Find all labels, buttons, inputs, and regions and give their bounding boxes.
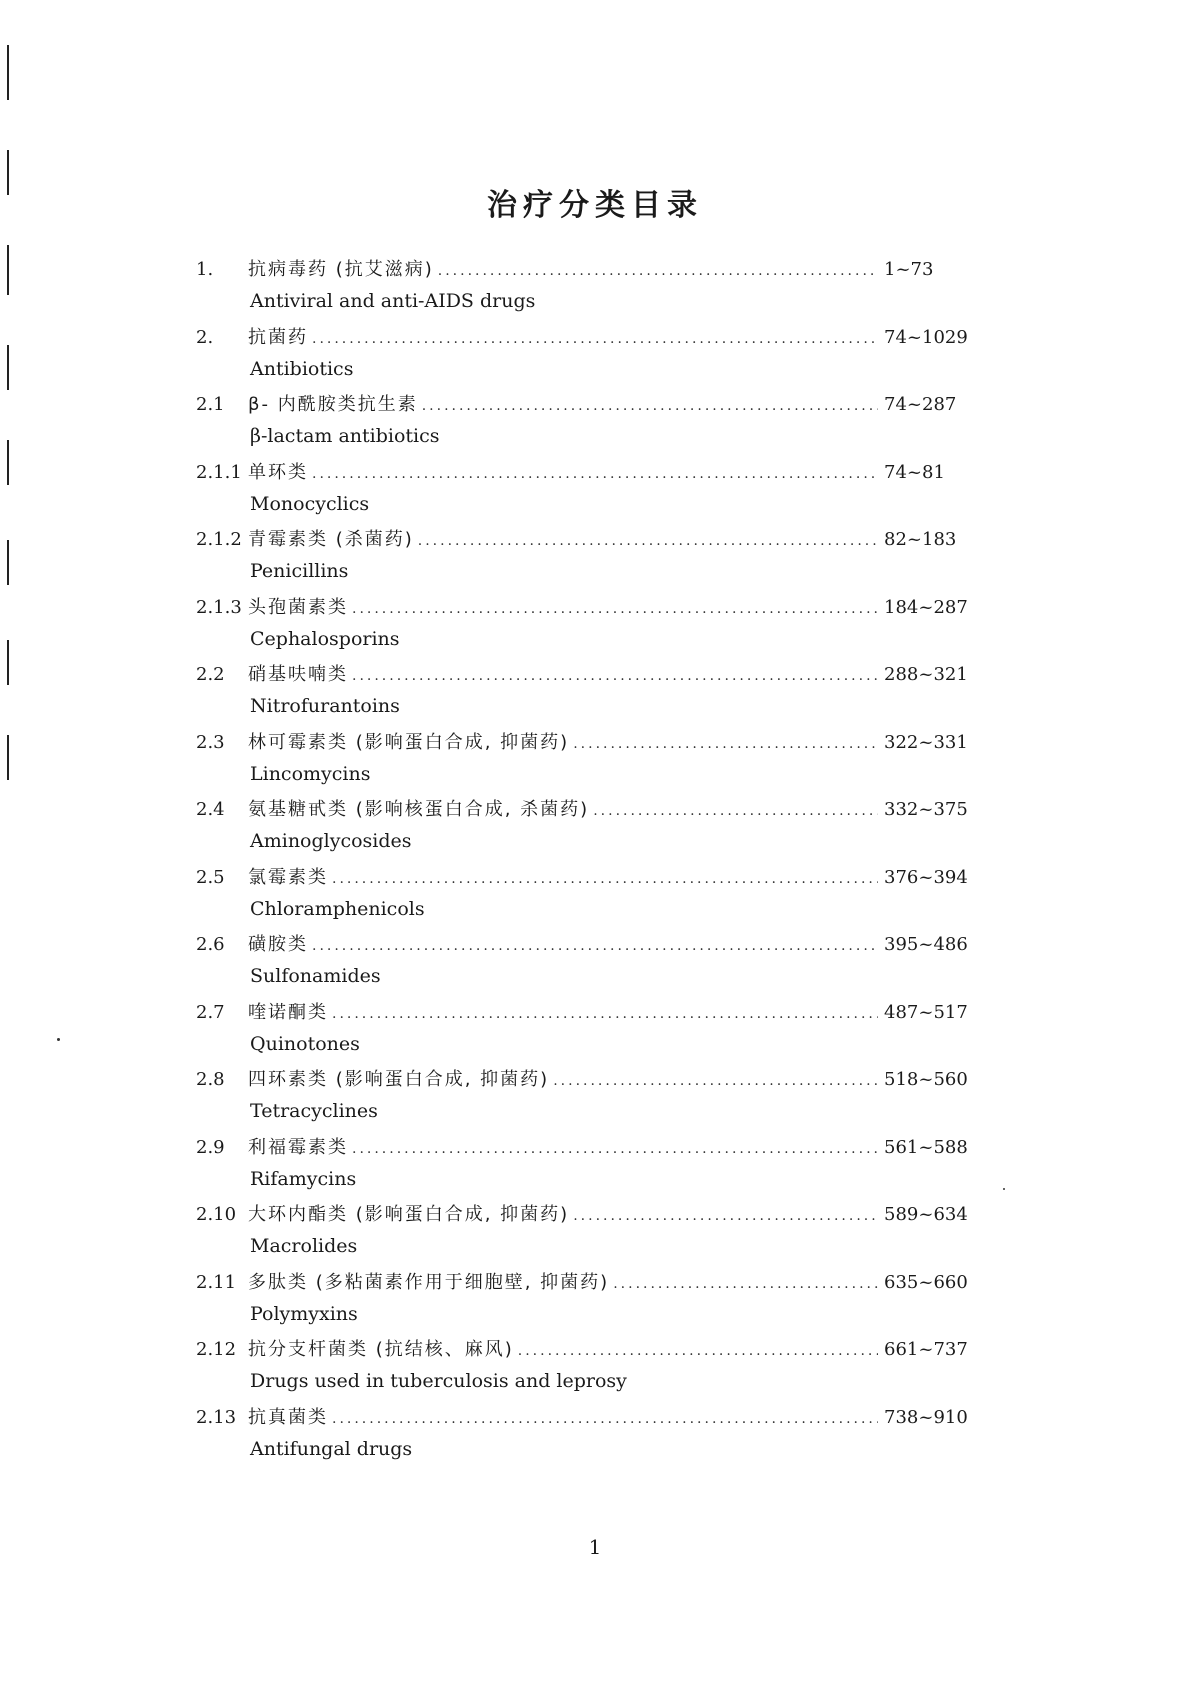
toc-entry <box>196 525 976 593</box>
toc-entry-heading <box>196 458 976 488</box>
section-title-chinese: 大环内酯类 (影响蛋白合成, 抑菌药) <box>248 1204 570 1225</box>
page-range: 332~375 <box>884 799 968 820</box>
page-range: 518~560 <box>884 1069 968 1090</box>
scan-artifact-bar <box>7 640 9 685</box>
toc-entry <box>196 323 976 391</box>
page-range: 589~634 <box>884 1204 968 1225</box>
page-range: 288~321 <box>884 664 968 685</box>
toc-entry-heading <box>196 1200 976 1230</box>
section-title-chinese: 多肽类 (多粘菌素作用于细胞壁, 抑菌药) <box>248 1271 610 1293</box>
section-title-chinese: 利福霉素类 <box>248 1136 348 1158</box>
dot-leader <box>418 533 878 549</box>
toc-entry-heading <box>196 255 976 285</box>
toc-entry-heading <box>196 728 976 758</box>
page-number: 1 <box>588 1535 602 1559</box>
section-title-english: Polymyxins <box>250 1302 358 1325</box>
toc-entry-heading <box>196 863 976 893</box>
dot-leader <box>352 668 878 684</box>
section-title-english: Antifungal drugs <box>250 1437 413 1460</box>
page-range: 74~81 <box>884 461 945 483</box>
toc-entry-heading <box>196 660 976 690</box>
toc-entry-heading <box>196 525 976 555</box>
section-number: 2.9 <box>196 1136 225 1158</box>
section-title-chinese: 硝基呋喃类 <box>248 664 348 685</box>
scan-artifact-bar <box>7 440 9 485</box>
toc-entry-heading <box>196 323 976 353</box>
toc-entry <box>196 795 976 863</box>
section-title-english: Antiviral and anti-AIDS drugs <box>250 290 536 312</box>
section-title-chinese: 喹诺酮类 <box>248 1001 328 1023</box>
dot-leader <box>332 1411 878 1427</box>
section-title-chinese: 单环类 <box>248 461 308 483</box>
section-title-chinese: 抗菌药 <box>248 326 308 348</box>
page-range: 184~287 <box>884 596 968 618</box>
section-title-english: Sulfonamides <box>250 965 381 987</box>
section-title-english: β-lactam antibiotics <box>250 425 440 447</box>
section-title-chinese: 青霉素类 (杀菌药) <box>248 529 414 550</box>
section-number: 2.1 <box>196 394 225 415</box>
section-number: 2.1.2 <box>196 529 242 550</box>
section-title-chinese: 磺胺类 <box>248 934 308 955</box>
section-title-english: Chloramphenicols <box>250 897 425 920</box>
scan-artifact-bar <box>7 45 9 100</box>
page-range: 376~394 <box>884 866 968 888</box>
section-title-chinese: 抗病毒药 (抗艾滋病) <box>248 259 434 280</box>
dot-leader <box>332 1006 878 1022</box>
toc-entry <box>196 1133 976 1201</box>
scan-artifact-bar <box>7 540 9 585</box>
toc-entry <box>196 1200 976 1268</box>
dot-leader <box>573 736 878 752</box>
section-title-chinese: 头孢菌素类 <box>248 596 348 618</box>
toc-entry-heading <box>196 1268 976 1298</box>
table-of-contents <box>196 255 976 1470</box>
page-range: 661~737 <box>884 1339 968 1360</box>
dot-leader <box>518 1343 878 1359</box>
dot-leader <box>312 331 878 347</box>
section-number: 2.1.1 <box>196 461 242 483</box>
toc-entry-heading <box>196 1403 976 1433</box>
section-title-english: Nitrofurantoins <box>250 695 400 717</box>
section-title-english: Quinotones <box>250 1032 360 1055</box>
toc-entry-heading <box>196 1065 976 1095</box>
dot-leader <box>553 1073 878 1089</box>
section-number: 2.3 <box>196 731 225 753</box>
section-number: 2.2 <box>196 664 225 685</box>
dot-leader <box>312 938 878 954</box>
page-title: 治疗分类目录 <box>487 188 703 223</box>
scan-artifact-bar <box>7 345 9 390</box>
section-number: 1. <box>196 259 214 280</box>
section-title-english: Penicillins <box>250 560 349 582</box>
toc-entry <box>196 660 976 728</box>
dot-leader <box>422 398 878 414</box>
section-title-chinese: β- 内酰胺类抗生素 <box>248 394 418 415</box>
scan-artifact-bar <box>7 245 9 295</box>
section-number: 2.11 <box>196 1271 237 1293</box>
section-number: 2. <box>196 326 214 348</box>
toc-entry-heading <box>196 1335 976 1365</box>
section-number: 2.7 <box>196 1001 225 1023</box>
page-range: 74~287 <box>884 394 957 415</box>
section-title-english: Monocyclics <box>250 492 370 515</box>
page-range: 561~588 <box>884 1136 968 1158</box>
toc-entry-heading <box>196 593 976 623</box>
toc-entry <box>196 728 976 796</box>
dot-leader <box>312 466 878 482</box>
toc-entry-heading <box>196 795 976 825</box>
toc-entry <box>196 458 976 526</box>
section-title-english: Cephalosporins <box>250 627 400 650</box>
toc-entry <box>196 930 976 998</box>
scan-speck <box>1003 1188 1005 1190</box>
toc-entry-heading <box>196 998 976 1028</box>
dot-leader <box>593 803 878 819</box>
page-range: 322~331 <box>884 731 968 753</box>
section-title-chinese: 抗分支杆菌类 (抗结核、麻风) <box>248 1339 514 1360</box>
section-title-chinese: 抗真菌类 <box>248 1406 328 1428</box>
section-title-english: Drugs used in tuberculosis and leprosy <box>250 1370 627 1392</box>
section-title-english: Aminoglycosides <box>250 830 412 852</box>
section-title-chinese: 氯霉素类 <box>248 866 328 888</box>
section-number: 2.5 <box>196 866 225 888</box>
toc-entry <box>196 390 976 458</box>
section-title-english: Macrolides <box>250 1235 358 1257</box>
section-number: 2.6 <box>196 934 225 955</box>
section-number: 2.8 <box>196 1069 225 1090</box>
page-range: 1~73 <box>884 259 934 280</box>
toc-entry-heading <box>196 390 976 420</box>
dot-leader <box>438 263 878 279</box>
toc-entry <box>196 1065 976 1133</box>
toc-entry <box>196 1268 976 1336</box>
section-number: 2.10 <box>196 1204 237 1225</box>
section-title-chinese: 林可霉素类 (影响蛋白合成, 抑菌药) <box>248 731 570 753</box>
scan-artifact-bar <box>7 735 9 780</box>
toc-entry <box>196 998 976 1066</box>
scan-speck <box>57 1038 60 1041</box>
section-number: 2.4 <box>196 799 225 820</box>
section-title-chinese: 氨基糖甙类 (影响核蛋白合成, 杀菌药) <box>248 799 590 820</box>
section-number: 2.12 <box>196 1339 237 1360</box>
dot-leader <box>613 1276 878 1292</box>
toc-entry-heading <box>196 1133 976 1163</box>
dot-leader <box>352 601 878 617</box>
dot-leader <box>332 871 878 887</box>
page-range: 738~910 <box>884 1406 968 1428</box>
section-number: 2.13 <box>196 1406 237 1428</box>
section-title-english: Rifamycins <box>250 1167 357 1190</box>
toc-entry <box>196 1335 976 1403</box>
section-number: 2.1.3 <box>196 596 242 618</box>
section-title-english: Lincomycins <box>250 762 371 785</box>
dot-leader <box>352 1141 878 1157</box>
toc-entry <box>196 863 976 931</box>
section-title-english: Tetracyclines <box>250 1100 378 1122</box>
toc-entry <box>196 255 976 323</box>
page-range: 74~1029 <box>884 326 968 348</box>
section-title-english: Antibiotics <box>250 357 354 380</box>
toc-entry-heading <box>196 930 976 960</box>
dot-leader <box>573 1208 878 1224</box>
toc-entry <box>196 1403 976 1471</box>
page-range: 82~183 <box>884 529 957 550</box>
section-title-chinese: 四环素类 (影响蛋白合成, 抑菌药) <box>248 1069 550 1090</box>
toc-entry <box>196 593 976 661</box>
page-range: 487~517 <box>884 1001 968 1023</box>
page-range: 395~486 <box>884 934 968 955</box>
page-range: 635~660 <box>884 1271 968 1293</box>
